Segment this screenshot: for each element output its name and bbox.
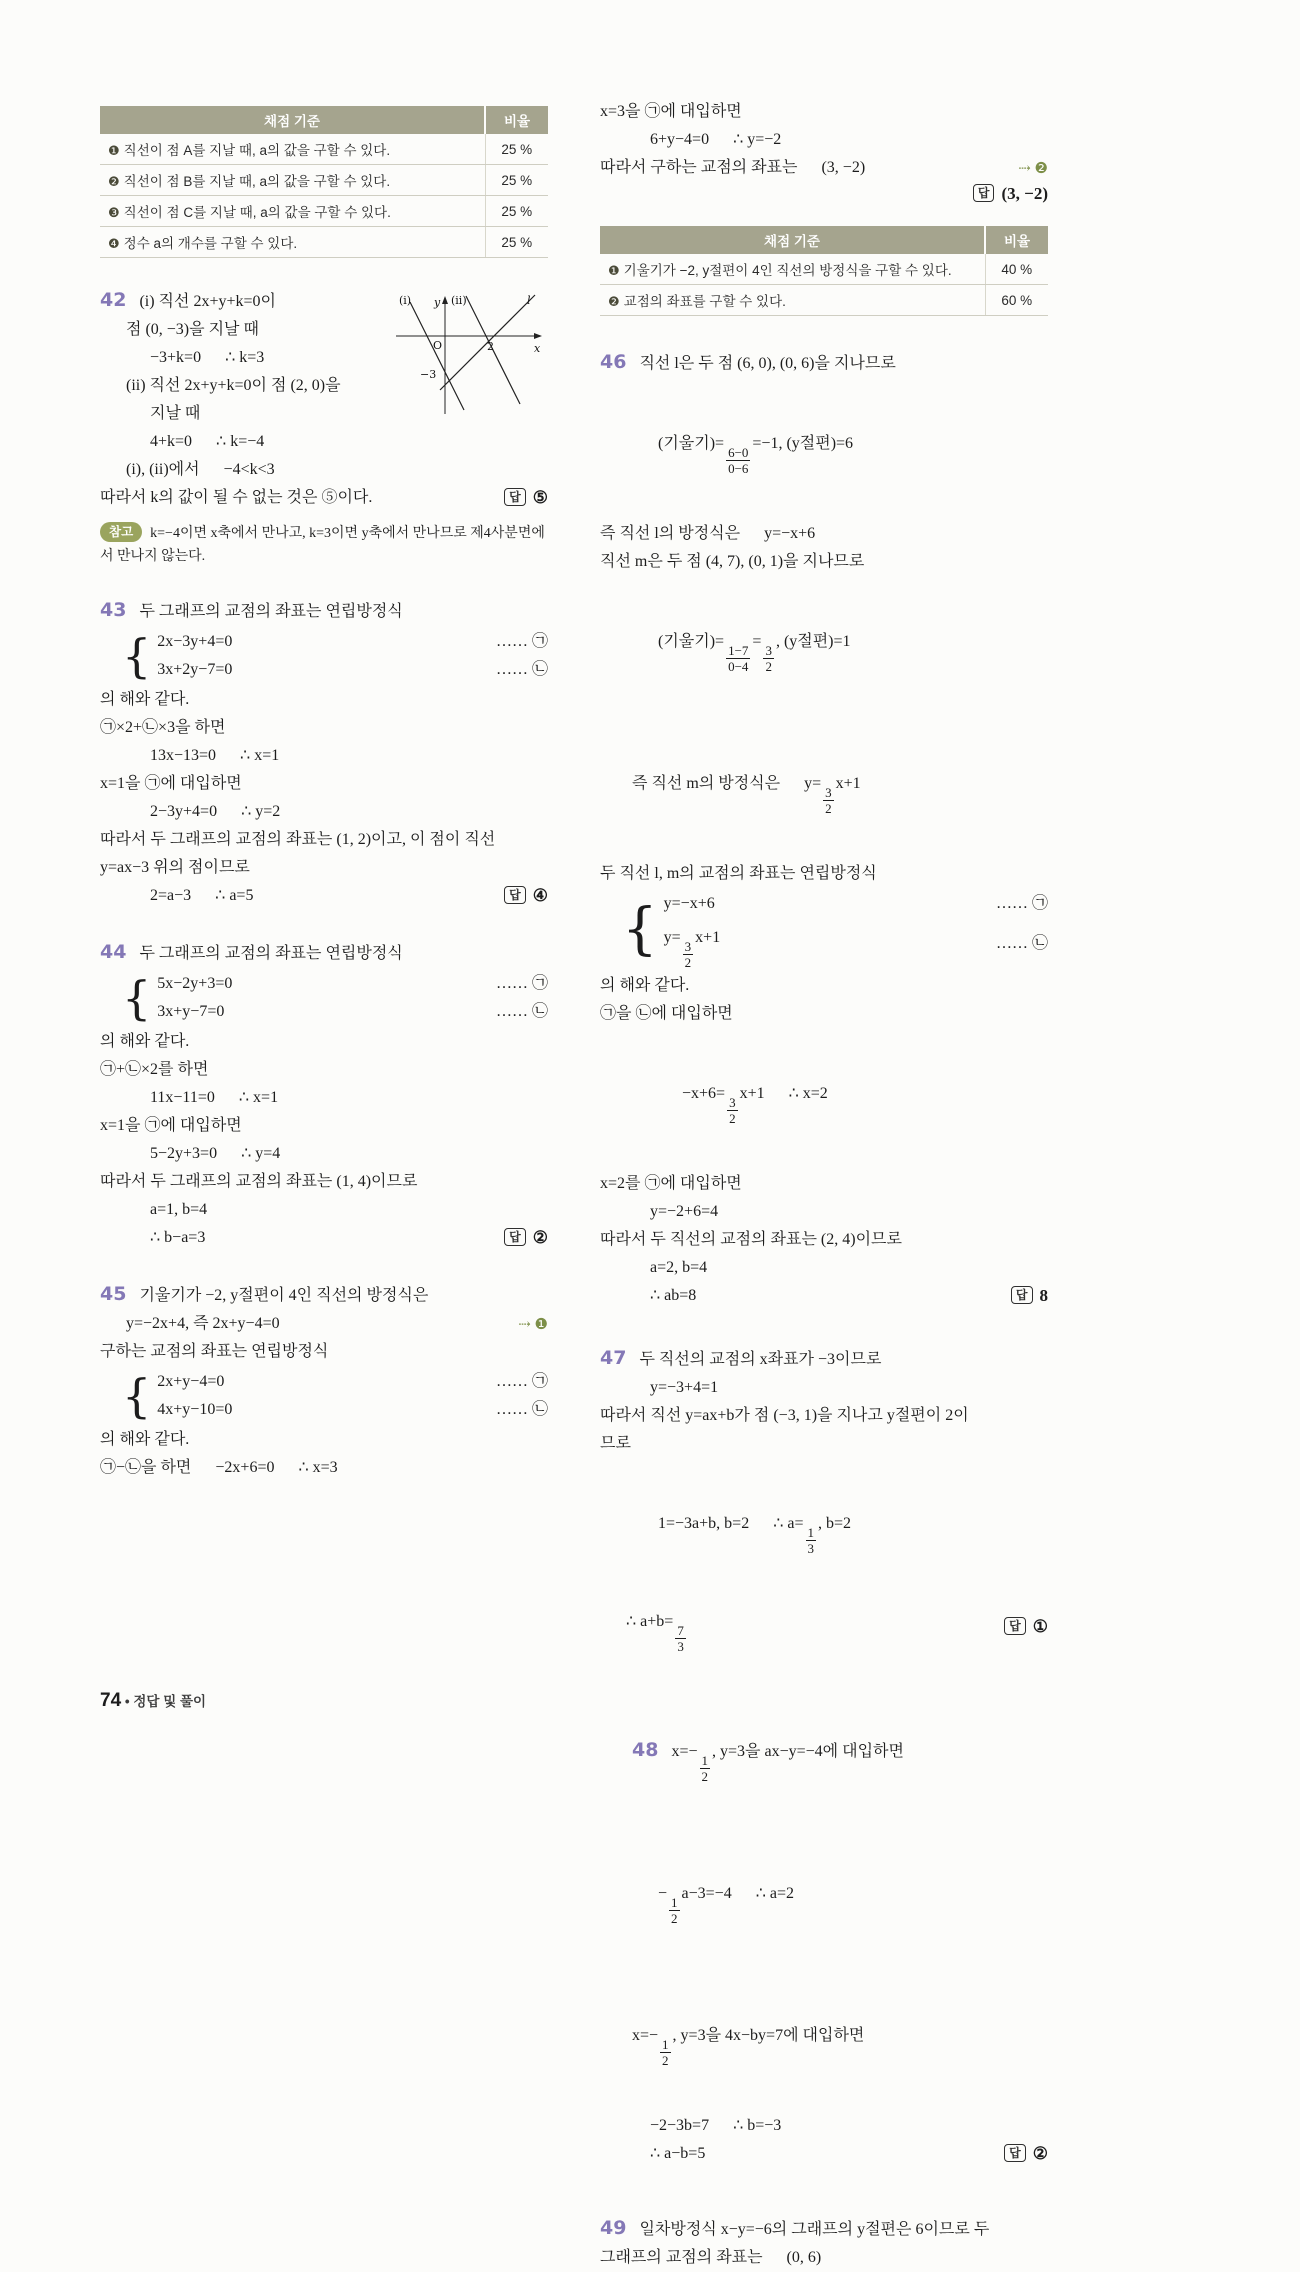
page-footer	[100, 1690, 206, 1712]
problem-heading	[100, 1280, 548, 1310]
equation-line: 4+k=0 ∴ k=−4	[150, 433, 265, 450]
equation-text: (기울기)=	[658, 435, 725, 452]
system-row	[664, 918, 1048, 970]
solution-line: 따라서 k의 값이 될 수 없는 것은 ⑤이다.	[100, 489, 373, 506]
equation-line: −3+k=0 ∴ k=3	[150, 349, 265, 366]
fraction-denominator: 2	[662, 2053, 669, 2068]
solution-line: 따라서 구하는 교점의 좌표는 (3, −2)	[600, 159, 866, 176]
solution-text: 두 그래프의 교점의 좌표는 연립방정식	[139, 945, 403, 962]
equation-line: (i), (ii)에서 −4<k<3	[126, 461, 275, 478]
equation-line: ∴ a−b=5	[650, 2145, 706, 2162]
problem-number: 45	[100, 1283, 127, 1305]
problem-44	[100, 938, 548, 1252]
solution-line: 므로	[600, 1435, 631, 1452]
criteria-number: ❷	[608, 294, 620, 309]
fraction-numerator: 3	[825, 785, 832, 800]
fraction-denominator: 2	[701, 1769, 708, 1784]
origin-label: O	[433, 339, 443, 352]
answer-value: ②	[532, 1228, 548, 1247]
answer	[504, 1228, 548, 1248]
problem-number: 49	[600, 2217, 627, 2239]
equation-tag: …… ㉡	[495, 1003, 548, 1020]
problem-number: 43	[100, 599, 127, 621]
answer-value: ⑤	[532, 488, 548, 507]
solution-line: x=3을 ㉠에 대입하면	[600, 103, 742, 120]
solution-line: 그래프의 교점의 좌표는 (0, 6)	[600, 2249, 822, 2266]
problem-heading	[100, 938, 548, 968]
ratio-header: 비율	[485, 106, 548, 134]
answer	[1004, 2144, 1048, 2164]
fraction	[673, 1623, 688, 1654]
system-equations	[157, 628, 548, 684]
solution-line: 따라서 직선 y=ax+b가 점 (−3, 1)을 지나고 y절편이 2이	[600, 1407, 969, 1424]
grading-row	[600, 285, 1048, 316]
equation-system	[600, 890, 1048, 970]
equation-text: x+1	[695, 929, 721, 946]
step-row	[100, 1310, 548, 1338]
fraction	[658, 2037, 673, 2068]
equation-system	[100, 628, 548, 684]
equation-line: a=1, b=4	[150, 1201, 208, 1218]
fraction-denominator: 2	[765, 659, 772, 674]
system-equations	[157, 970, 548, 1026]
equation-line: 2−3y+4=0 ∴ y=2	[150, 803, 281, 820]
problem-number: 48	[632, 1739, 659, 1761]
answer-row	[100, 1224, 548, 1252]
equation-line: 6+y−4=0 ∴ y=−2	[650, 131, 782, 148]
equation-text: =	[752, 633, 762, 650]
solution-line: x=2를 ㉠에 대입하면	[600, 1175, 742, 1192]
system-equation	[664, 918, 721, 970]
equation-line	[600, 1458, 1048, 1600]
problem-number: 46	[600, 351, 627, 373]
system-brace: {	[622, 897, 658, 962]
left-column	[100, 106, 548, 1482]
fraction-numerator: 3	[684, 939, 692, 954]
solution-text: 직선 l은 두 점 (6, 0), (0, 6)을 지나므로	[639, 355, 896, 372]
problem-45-continued	[600, 98, 1048, 204]
answer-badge: 답	[504, 1228, 526, 1246]
fraction-numerator: 3	[765, 643, 772, 658]
step-row	[600, 154, 1048, 182]
equation-text: x+1	[835, 775, 861, 792]
answer-value: 8	[1039, 1286, 1048, 1305]
solution-line: 의 해와 같다.	[100, 1033, 190, 1050]
criteria-text: 교점의 좌표를 구할 수 있다.	[623, 294, 786, 309]
fraction	[724, 445, 752, 476]
criteria-cell	[100, 196, 485, 227]
system-equation: 2x−3y+4=0	[157, 633, 233, 650]
equation-line: y=−2+6=4	[650, 1203, 719, 1220]
problem-number: 47	[600, 1347, 627, 1369]
fraction-numerator: 1	[662, 2037, 669, 2052]
ratio-cell: 40 %	[985, 254, 1048, 285]
equation-text: , b=2	[818, 1515, 852, 1532]
system-brace: {	[122, 629, 152, 683]
fraction-numerator: 1−7	[728, 643, 749, 658]
answer-badge: 답	[504, 488, 526, 506]
fraction-denominator: 0−6	[728, 461, 749, 476]
ratio-cell: 25 %	[485, 227, 548, 258]
system-row	[157, 970, 548, 998]
problem-number: 44	[100, 941, 127, 963]
coordinate-graph	[390, 290, 548, 420]
solution-line: 의 해와 같다.	[100, 1431, 190, 1448]
answer-value: ④	[532, 886, 548, 905]
fraction-denominator: 2	[729, 1111, 736, 1126]
equation-tag: …… ㉠	[495, 1373, 548, 1390]
equation-tag: …… ㉠	[495, 633, 548, 650]
fraction-numerator: 6−0	[728, 445, 749, 460]
solution-line: 의 해와 같다.	[600, 977, 690, 994]
line-i-label: (i)	[399, 294, 412, 307]
step-marker: ⇢ ❷	[1018, 160, 1048, 177]
answer-row	[600, 2140, 1048, 2168]
ratio-header: 비율	[985, 226, 1048, 254]
solution-line: x=1을 ㉠에 대입하면	[100, 775, 242, 792]
solution-text: 두 그래프의 교점의 좌표는 연립방정식	[139, 603, 403, 620]
equation-text: y=	[663, 929, 681, 946]
fraction-numerator: 3	[729, 1095, 736, 1110]
fraction-numerator: 1	[701, 1753, 708, 1768]
system-equation: 2x+y−4=0	[157, 1373, 225, 1390]
ratio-cell: 25 %	[485, 165, 548, 196]
solution-line: 두 직선 l, m의 교점의 좌표는 연립방정식	[600, 865, 877, 882]
fraction	[725, 1095, 740, 1126]
equation-line	[600, 378, 1048, 520]
footer-label: 정답 및 풀이	[133, 1694, 207, 1709]
grading-row	[100, 196, 548, 227]
criteria-text: 기울기가 −2, y절편이 4인 직선의 방정식을 구할 수 있다.	[623, 263, 952, 278]
equation-line	[600, 576, 1048, 718]
equation-line	[600, 1600, 688, 1654]
fraction-denominator: 2	[671, 1911, 678, 1926]
step-marker: ⇢ ❶	[518, 1316, 548, 1333]
ratio-cell: 25 %	[485, 196, 548, 227]
solution-line: 따라서 두 직선의 교점의 좌표는 (2, 4)이므로	[600, 1231, 902, 1248]
equation-text: 1=−3a+b, b=2 ∴ a=	[658, 1515, 804, 1532]
problem-49	[600, 2214, 1048, 2272]
answer-row	[100, 882, 548, 910]
answer	[1011, 1286, 1048, 1306]
criteria-text: 정수 a의 개수를 구할 수 있다.	[123, 236, 298, 251]
equation-tag: …… ㉠	[995, 895, 1048, 912]
fraction-numerator: 1	[807, 1525, 814, 1540]
grading-row	[600, 254, 1048, 285]
equation-line: ∴ b−a=3	[150, 1229, 206, 1246]
footer-separator: •	[121, 1694, 134, 1709]
equation-line	[600, 1970, 1048, 2112]
answer	[973, 184, 1048, 204]
problem-48	[600, 1684, 1048, 2168]
criteria-header: 채점 기준	[100, 106, 485, 134]
solution-line: 따라서 두 그래프의 교점의 좌표는 (1, 2)이고, 이 점이 직선	[100, 831, 496, 848]
criteria-cell	[100, 134, 485, 165]
equation-text: =−1, (y절편)=6	[752, 435, 854, 452]
answer-row	[100, 484, 548, 512]
grading-table-42	[100, 106, 548, 258]
y-tick-label: −3	[420, 368, 437, 381]
note-text: k=−4이면 x축에서 만나고, k=3이면 y축에서 만나므로 제4사분면에서 만나지 않는다.	[100, 526, 545, 564]
x-axis-label: x	[534, 342, 541, 355]
criteria-cell	[100, 165, 485, 196]
answer-value: ②	[1032, 2144, 1048, 2163]
criteria-number: ❸	[108, 205, 120, 220]
criteria-number: ❷	[108, 174, 120, 189]
system-equation: 3x+y−7=0	[157, 1003, 225, 1020]
answer	[504, 488, 548, 508]
problem-heading	[600, 348, 1048, 378]
solution-line: 구하는 교점의 좌표는 연립방정식	[100, 1343, 329, 1360]
answer-badge: 답	[1004, 1617, 1026, 1635]
fraction	[761, 643, 776, 674]
fraction	[681, 939, 696, 970]
equation-text: , y=3을 ax−y=−4에 대입하면	[712, 1743, 904, 1760]
problem-number: 42	[100, 289, 127, 311]
system-equations	[157, 1368, 548, 1424]
answer-badge: 답	[1004, 2144, 1026, 2162]
equation-line: ∴ ab=8	[650, 1287, 697, 1304]
system-row	[157, 656, 548, 684]
solution-line: 점 (0, −3)을 지날 때	[126, 321, 259, 338]
fraction	[724, 643, 752, 674]
problem-heading	[600, 1684, 1048, 1828]
criteria-cell	[600, 254, 985, 285]
line-ii-label: (ii)	[451, 294, 467, 307]
equation-line: 2=a−3 ∴ a=5	[150, 887, 254, 904]
equation-system	[100, 970, 548, 1026]
problem-46	[600, 348, 1048, 1310]
fraction-denominator: 2	[825, 801, 832, 816]
equation-line: 5−2y+3=0 ∴ y=4	[150, 1145, 281, 1162]
fraction-denominator: 2	[684, 955, 692, 970]
answer-row	[600, 1600, 1048, 1654]
solution-line: ㉠+㉡×2를 하면	[100, 1061, 209, 1078]
fraction	[667, 1895, 682, 1926]
problem-heading	[100, 596, 548, 626]
criteria-text: 직선이 점 C를 지날 때, a의 값을 구할 수 있다.	[123, 205, 391, 220]
criteria-cell	[600, 285, 985, 316]
fraction-denominator: 3	[807, 1541, 814, 1556]
fraction	[698, 1753, 713, 1784]
equation-text: −x+6=	[682, 1085, 726, 1102]
equation-tag: …… ㉡	[995, 935, 1048, 952]
equation-text: x=−	[632, 2027, 659, 2044]
fraction	[804, 1525, 819, 1556]
equation-text: 즉 직선 m의 방정식은 y=	[632, 775, 822, 792]
page-number: 74	[100, 1690, 122, 1711]
system-row	[157, 1396, 548, 1424]
equation-line: −2−3b=7 ∴ b=−3	[650, 2117, 782, 2134]
equation-text: a−3=−4 ∴ a=2	[681, 1885, 795, 1902]
solution-line: y=ax−3 위의 점이므로	[100, 859, 250, 876]
solution-line: ㉠×2+㉡×3을 하면	[100, 719, 226, 736]
solution-text: 기울기가 −2, y절편이 4인 직선의 방정식은	[139, 1287, 429, 1304]
problem-heading	[600, 2214, 1048, 2244]
equation-tag: …… ㉠	[495, 975, 548, 992]
line-l-label: l	[527, 294, 531, 307]
system-row	[157, 1368, 548, 1396]
ratio-cell: 25 %	[485, 134, 548, 165]
equation-text: −	[658, 1885, 668, 1902]
problem-47	[600, 1344, 1048, 1654]
fraction-numerator: 7	[677, 1623, 684, 1638]
reference-note	[100, 522, 548, 568]
solution-line: 의 해와 같다.	[100, 691, 190, 708]
criteria-text: 직선이 점 A를 지날 때, a의 값을 구할 수 있다.	[123, 143, 391, 158]
solution-text: 일차방정식 x−y=−6의 그래프의 y절편은 6이므로 두	[639, 2221, 990, 2238]
answer-row	[600, 184, 1048, 204]
system-row	[157, 998, 548, 1026]
solution-line: 따라서 두 그래프의 교점의 좌표는 (1, 4)이므로	[100, 1173, 418, 1190]
fraction-denominator: 0−4	[728, 659, 749, 674]
equation-text: ∴ a+b=	[626, 1613, 674, 1630]
answer-row	[600, 1282, 1048, 1310]
answer-badge: 답	[504, 886, 526, 904]
solution-text: 두 직선의 교점의 x좌표가 −3이므로	[639, 1351, 882, 1368]
solution-line: 즉 직선 l의 방정식은 y=−x+6	[600, 525, 816, 542]
equation-line: y=−2x+4, 즉 2x+y−4=0	[126, 1315, 280, 1332]
system-equation: 4x+y−10=0	[157, 1401, 233, 1418]
ratio-cell: 60 %	[985, 285, 1048, 316]
answer-badge: 답	[1011, 1286, 1033, 1304]
x-tick-label: 2	[487, 340, 494, 353]
criteria-cell	[100, 227, 485, 258]
equation-line: a=2, b=4	[650, 1259, 708, 1276]
fraction-numerator: 1	[671, 1895, 678, 1910]
fraction-denominator: 3	[677, 1639, 684, 1654]
equation-text: x=−	[671, 1743, 698, 1760]
system-row	[157, 628, 548, 656]
criteria-text: 직선이 점 B를 지날 때, a의 값을 구할 수 있다.	[123, 174, 391, 189]
system-brace: {	[122, 971, 152, 1025]
equation-text: , y=3을 4x−by=7에 대입하면	[672, 2027, 865, 2044]
equation-line: 11x−11=0 ∴ x=1	[150, 1089, 279, 1106]
criteria-number: ❹	[108, 236, 120, 251]
solution-line: 직선 m은 두 점 (4, 7), (0, 1)을 지나므로	[600, 553, 865, 570]
answer-badge: 답	[973, 184, 995, 202]
equation-line	[600, 1828, 1048, 1970]
equation-line: y=−3+4=1	[650, 1379, 719, 1396]
equation-line	[600, 1028, 1048, 1170]
system-equation: y=−x+6	[663, 895, 715, 912]
equation-line: 13x−13=0 ∴ x=1	[150, 747, 280, 764]
equation-text: x+1 ∴ x=2	[739, 1085, 828, 1102]
equation-tag: …… ㉡	[495, 1401, 548, 1418]
system-equation: 3x+2y−7=0	[157, 661, 233, 678]
equation-text: , (y절편)=1	[775, 633, 851, 650]
grading-row	[100, 134, 548, 165]
grading-row	[100, 165, 548, 196]
y-axis-label: y	[434, 296, 441, 309]
solution-line: ㉠을 ㉡에 대입하면	[600, 1005, 733, 1022]
answer-value: (3, −2)	[1001, 184, 1048, 203]
grading-header-row	[100, 106, 548, 134]
solution-line: 지날 때	[150, 405, 201, 422]
system-row	[664, 890, 1048, 918]
problem-42	[100, 286, 548, 568]
system-equations	[664, 890, 1048, 970]
criteria-header: 채점 기준	[600, 226, 985, 254]
problem-43	[100, 596, 548, 910]
fraction	[821, 785, 836, 816]
solution-line: (ii) 직선 2x+y+k=0이 점 (2, 0)을	[126, 377, 341, 394]
answer	[1004, 1617, 1048, 1637]
equation-system	[100, 1368, 548, 1424]
criteria-number: ❶	[608, 263, 620, 278]
equation-text: (기울기)=	[658, 633, 725, 650]
solution-line: x=1을 ㉠에 대입하면	[100, 1117, 242, 1134]
equation-line	[600, 718, 1048, 860]
note-badge: 참고	[100, 522, 142, 542]
problem-45	[100, 1280, 548, 1482]
solution-line: ㉠−㉡을 하면 −2x+6=0 ∴ x=3	[100, 1459, 338, 1476]
system-equation: 5x−2y+3=0	[157, 975, 233, 992]
grading-table-45	[600, 226, 1048, 316]
problem-heading	[600, 1344, 1048, 1374]
equation-tag: …… ㉡	[495, 661, 548, 678]
solution-text: (i) 직선 2x+y+k=0이	[139, 293, 276, 310]
system-brace: {	[122, 1369, 152, 1423]
answer-value: ①	[1032, 1617, 1048, 1636]
answer	[504, 886, 548, 906]
right-column	[600, 98, 1048, 2272]
grading-header-row	[600, 226, 1048, 254]
grading-row	[100, 227, 548, 258]
criteria-number: ❶	[108, 143, 120, 158]
